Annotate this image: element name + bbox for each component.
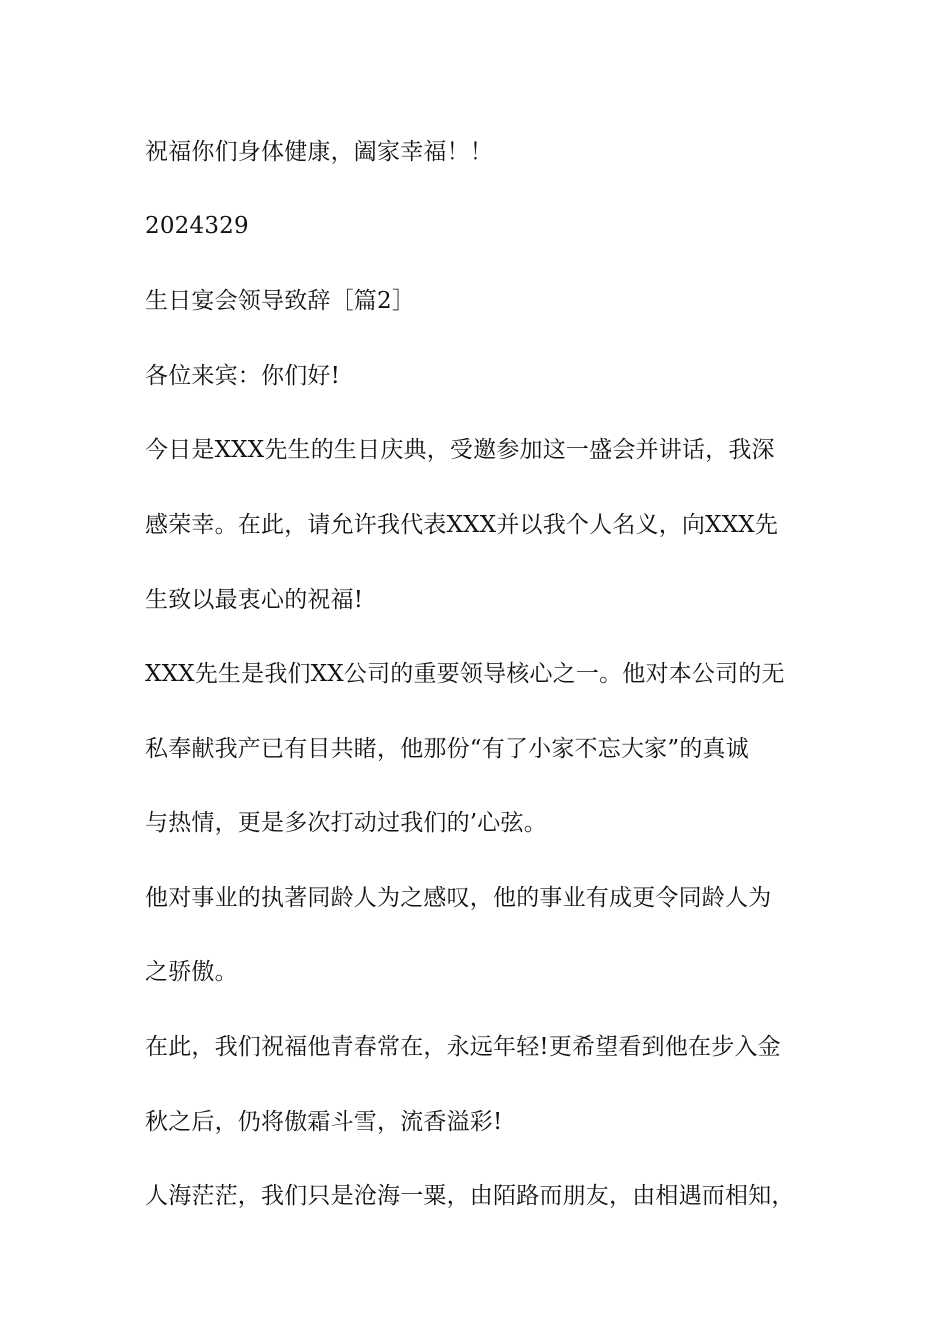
paragraph-line: 生致以最衷心的祝福! (145, 587, 364, 613)
paragraph-line: 他对事业的执著同龄人为之感叹，他的事业有成更令同龄人为 (145, 885, 772, 911)
text-line-greeting: 各位来宾：你们好! (145, 363, 341, 389)
text-line-date: 2024329 (145, 213, 249, 239)
paragraph-line: 之骄傲。 (145, 959, 238, 985)
paragraph-line: 私奉献我产已有目共睹，他那份“有了小家不忘大家”的真诚 (145, 736, 749, 762)
paragraph-line: 与热情，更是多次打动过我们的’心弦。 (145, 810, 547, 836)
section-title: 生日宴会领导致辞［篇2］ (145, 288, 416, 314)
paragraph-line: 感荣幸。在此，请允许我代表XXX并以我个人名义，向XXX先 (145, 512, 779, 538)
text-line-closing-wish: 祝福你们身体健康，阖家幸福！！ (145, 139, 493, 165)
paragraph-line: 秋之后，仍将傲霜斗雪，流香溢彩! (145, 1109, 503, 1135)
paragraph-line: XXX先生是我们XX公司的重要领导核心之一。他对本公司的无 (145, 661, 785, 687)
paragraph-line: 人海茫茫，我们只是沧海一粟，由陌路而朋友，由相遇而相知， (145, 1183, 795, 1209)
paragraph-line: 今日是XXX先生的生日庆典，受邀参加这一盛会并讲话，我深 (145, 437, 775, 463)
paragraph-line: 在此，我们祝福他青春常在，永远年轻!更希望看到他在步入金 (145, 1034, 781, 1060)
